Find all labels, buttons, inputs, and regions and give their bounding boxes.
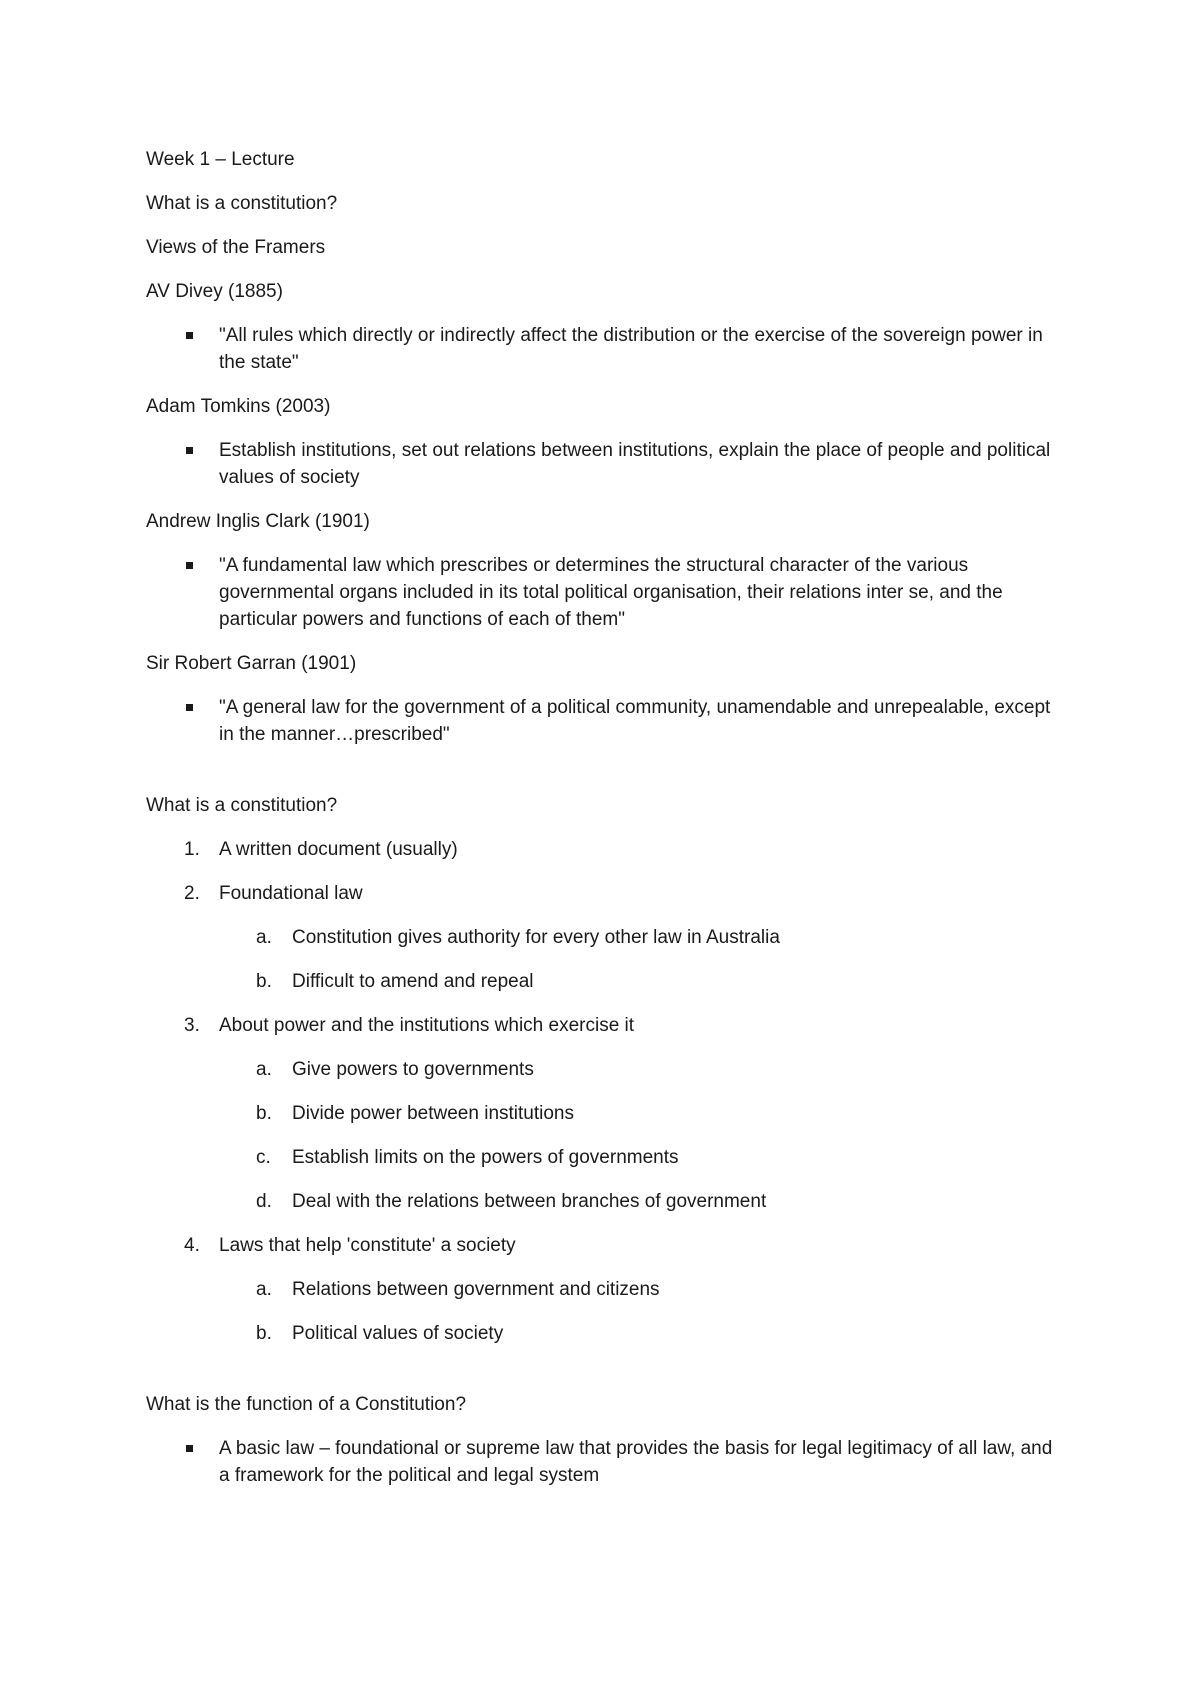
list-text: Foundational law bbox=[219, 883, 363, 904]
sub-list-text: Difficult to amend and repeal bbox=[292, 971, 534, 992]
square-bullet-icon bbox=[146, 694, 219, 748]
framer-name: AV Divey (1885) bbox=[146, 281, 283, 302]
list-text: About power and the institutions which exercise it bbox=[219, 1015, 635, 1036]
list-item bbox=[146, 437, 1066, 491]
framer-name: Andrew Inglis Clark (1901) bbox=[146, 511, 370, 532]
heading-function-of-constitution: What is the function of a Constitution? bbox=[146, 1394, 467, 1415]
sub-list-letter: b. bbox=[256, 1103, 272, 1124]
sub-list-letter: d. bbox=[256, 1191, 272, 1212]
sub-list-text: Establish limits on the powers of governments bbox=[292, 1147, 679, 1168]
list-number: 4. bbox=[184, 1235, 200, 1256]
function-text: A basic law – foundational or supreme law that provides the basis for legal legitimacy of all law, and a framework for the political and legal system bbox=[219, 1438, 1053, 1486]
heading-what-is-constitution: What is a constitution? bbox=[146, 193, 338, 214]
sub-list-text: Give powers to governments bbox=[292, 1059, 534, 1080]
sub-list-letter: a. bbox=[256, 1059, 272, 1080]
framer-quote: "All rules which directly or indirectly affect the distribution or the exercise of the sovereign power in the state" bbox=[219, 325, 1043, 373]
framer-name: Adam Tomkins (2003) bbox=[146, 396, 331, 417]
sub-list-letter: b. bbox=[256, 1323, 272, 1344]
sub-list-text: Deal with the relations between branches of government bbox=[292, 1191, 767, 1212]
framer-name: Sir Robert Garran (1901) bbox=[146, 653, 357, 674]
list-item bbox=[146, 1232, 1066, 1259]
sub-list-letter: a. bbox=[256, 927, 272, 948]
list-item bbox=[146, 322, 1066, 376]
sub-list-text: Political values of society bbox=[292, 1323, 504, 1344]
list-text: A written document (usually) bbox=[219, 839, 458, 860]
sub-list-item bbox=[146, 1144, 1066, 1171]
heading-what-is-constitution-2: What is a constitution? bbox=[146, 795, 338, 816]
sub-list-letter: a. bbox=[256, 1279, 272, 1300]
list-item bbox=[146, 1435, 1066, 1489]
framer-quote: "A general law for the government of a political community, unamendable and unrepealable, except in the manner…prescribed" bbox=[219, 697, 1051, 745]
square-bullet-icon bbox=[146, 1435, 219, 1489]
square-bullet-icon bbox=[146, 552, 219, 633]
sub-list-item bbox=[146, 968, 1066, 995]
sub-list-item bbox=[146, 1100, 1066, 1127]
list-item bbox=[146, 1012, 1066, 1039]
list-item bbox=[146, 552, 1066, 633]
page-title: Week 1 – Lecture bbox=[146, 149, 295, 170]
list-number: 2. bbox=[184, 883, 200, 904]
square-bullet-icon bbox=[146, 437, 219, 491]
list-text: Laws that help 'constitute' a society bbox=[219, 1235, 516, 1256]
list-number: 1. bbox=[184, 839, 200, 860]
framer-quote: Establish institutions, set out relations between institutions, explain the place of people and political values of society bbox=[219, 440, 1051, 488]
document-body bbox=[146, 146, 1066, 1489]
sub-list-letter: b. bbox=[256, 971, 272, 992]
sub-list-item bbox=[146, 1320, 1066, 1347]
heading-views-of-framers: Views of the Framers bbox=[146, 237, 326, 258]
sub-list-text: Relations between government and citizens bbox=[292, 1279, 660, 1300]
sub-list-item bbox=[146, 1276, 1066, 1303]
square-bullet-icon bbox=[146, 322, 219, 376]
sub-list-letter: c. bbox=[256, 1147, 271, 1168]
sub-list-item bbox=[146, 924, 1066, 951]
list-item bbox=[146, 836, 1066, 863]
sub-list-item bbox=[146, 1056, 1066, 1083]
list-item bbox=[146, 880, 1066, 907]
framer-quote: "A fundamental law which prescribes or determines the structural character of the various governmental organs included in its total political organisation, their relations inter se, and the particular powers and functions of each of them" bbox=[219, 555, 1003, 630]
sub-list-item bbox=[146, 1188, 1066, 1215]
sub-list-text: Constitution gives authority for every other law in Australia bbox=[292, 927, 780, 948]
list-item bbox=[146, 694, 1066, 748]
list-number: 3. bbox=[184, 1015, 200, 1036]
sub-list-text: Divide power between institutions bbox=[292, 1103, 574, 1124]
